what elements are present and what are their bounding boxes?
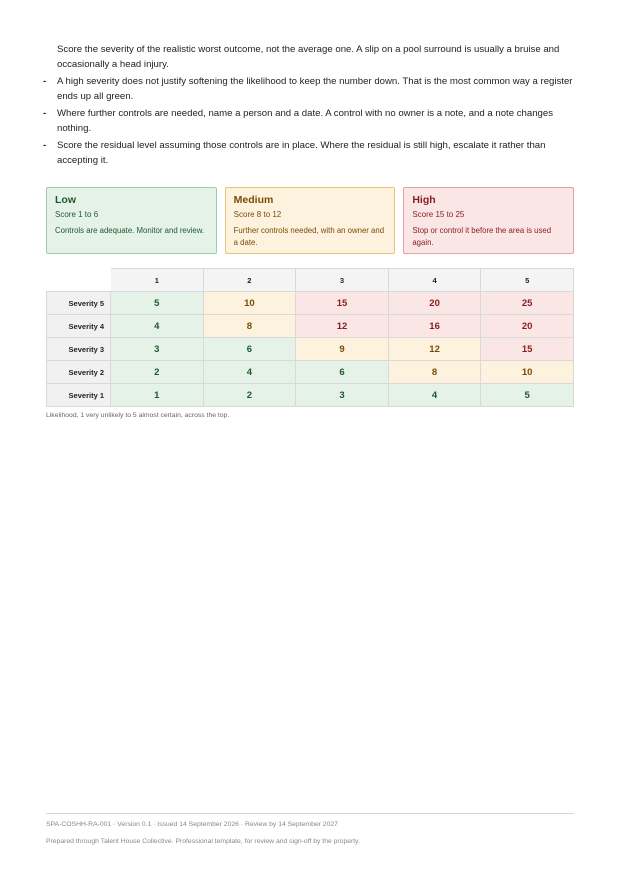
risk-score-cell: 2 (203, 384, 296, 407)
guidance-text: A high severity does not justify softening the likelihood to keep the number down. That is the most common way a register ends up all green. (57, 76, 573, 102)
matrix-row (47, 384, 574, 407)
risk-score-cell: 4 (388, 384, 481, 407)
risk-score-cell: 8 (388, 361, 481, 384)
risk-score-cell: 9 (296, 338, 389, 361)
risk-score-cell: 1 (111, 384, 204, 407)
band-description: Further controls needed, with an owner and a date. (233, 226, 385, 247)
risk-score-cell: 10 (203, 292, 296, 315)
risk-score-cell: 16 (388, 315, 481, 338)
guidance-item-2 (46, 107, 574, 136)
risk-score-cell: 15 (296, 292, 389, 315)
document-reference: SPA-COSHH-RA-001 · Version 0.1 · Issued 14 September 2026 · Review by 14 September 2027 (46, 821, 338, 828)
guidance-text: Score the severity of the realistic worst outcome, not the average one. A slip on a pool surround is usually a bruise and occasionally a head injury. (57, 44, 560, 70)
risk-score-cell: 3 (111, 338, 204, 361)
likelihood-header: 3 (296, 269, 389, 292)
band-range: Score 8 to 12 (233, 210, 282, 219)
band-name: Low (55, 194, 76, 206)
document-body (46, 43, 574, 419)
guidance-text: Score the residual level assuming those controls are in place. Where the residual is still high, escalate it rather than accepting it. (57, 140, 546, 166)
band-medium (225, 187, 396, 254)
matrix-row (47, 361, 574, 384)
risk-score-cell: 25 (481, 292, 574, 315)
band-name: Medium (233, 194, 274, 206)
risk-score-cell: 6 (203, 338, 296, 361)
matrix-caption: Likelihood, 1 very unlikely to 5 almost certain, across the top. (46, 412, 230, 419)
band-name: High (412, 194, 436, 206)
matrix-body (47, 292, 574, 407)
risk-score-cell: 10 (481, 361, 574, 384)
likelihood-header: 5 (481, 269, 574, 292)
risk-score-cell: 20 (481, 315, 574, 338)
matrix-row (47, 338, 574, 361)
band-high (403, 187, 574, 254)
matrix-row (47, 315, 574, 338)
severity-label: Severity 3 (47, 338, 111, 361)
guidance-item-0 (46, 43, 574, 72)
guidance-list (46, 43, 574, 168)
risk-score-cell: 8 (203, 315, 296, 338)
risk-score-cell: 20 (388, 292, 481, 315)
likelihood-header: 4 (388, 269, 481, 292)
risk-score-cell: 2 (111, 361, 204, 384)
matrix-row (47, 292, 574, 315)
risk-score-cell: 3 (296, 384, 389, 407)
severity-label: Severity 2 (47, 361, 111, 384)
risk-score-cell: 5 (481, 384, 574, 407)
band-range: Score 15 to 25 (412, 210, 465, 219)
likelihood-header: 2 (203, 269, 296, 292)
guidance-item-1 (46, 75, 574, 104)
risk-score-cell: 15 (481, 338, 574, 361)
risk-bands (46, 187, 574, 254)
guidance-text: Where further controls are needed, name a person and a date. A control with no owner is a note, and a note changes nothing. (57, 108, 553, 134)
risk-score-cell: 12 (296, 315, 389, 338)
severity-label: Severity 5 (47, 292, 111, 315)
band-low (46, 187, 217, 254)
band-range: Score 1 to 6 (55, 210, 99, 219)
risk-score-cell: 6 (296, 361, 389, 384)
prepared-by-note: Prepared through Talent House Collective. Professional template, for review and sign-off by the property. (46, 838, 360, 845)
risk-matrix (46, 268, 574, 407)
band-description: Stop or control it before the area is used again. (412, 226, 552, 247)
band-description: Controls are adequate. Monitor and review. (55, 226, 205, 235)
likelihood-header: 1 (111, 269, 204, 292)
risk-score-cell: 5 (111, 292, 204, 315)
severity-label: Severity 4 (47, 315, 111, 338)
risk-score-cell: 12 (388, 338, 481, 361)
risk-score-cell: 4 (111, 315, 204, 338)
page-footer (46, 813, 574, 845)
severity-label: Severity 1 (47, 384, 111, 407)
risk-score-cell: 4 (203, 361, 296, 384)
guidance-item-3 (46, 139, 574, 168)
matrix-corner (47, 269, 111, 292)
matrix-header-row (47, 269, 574, 292)
